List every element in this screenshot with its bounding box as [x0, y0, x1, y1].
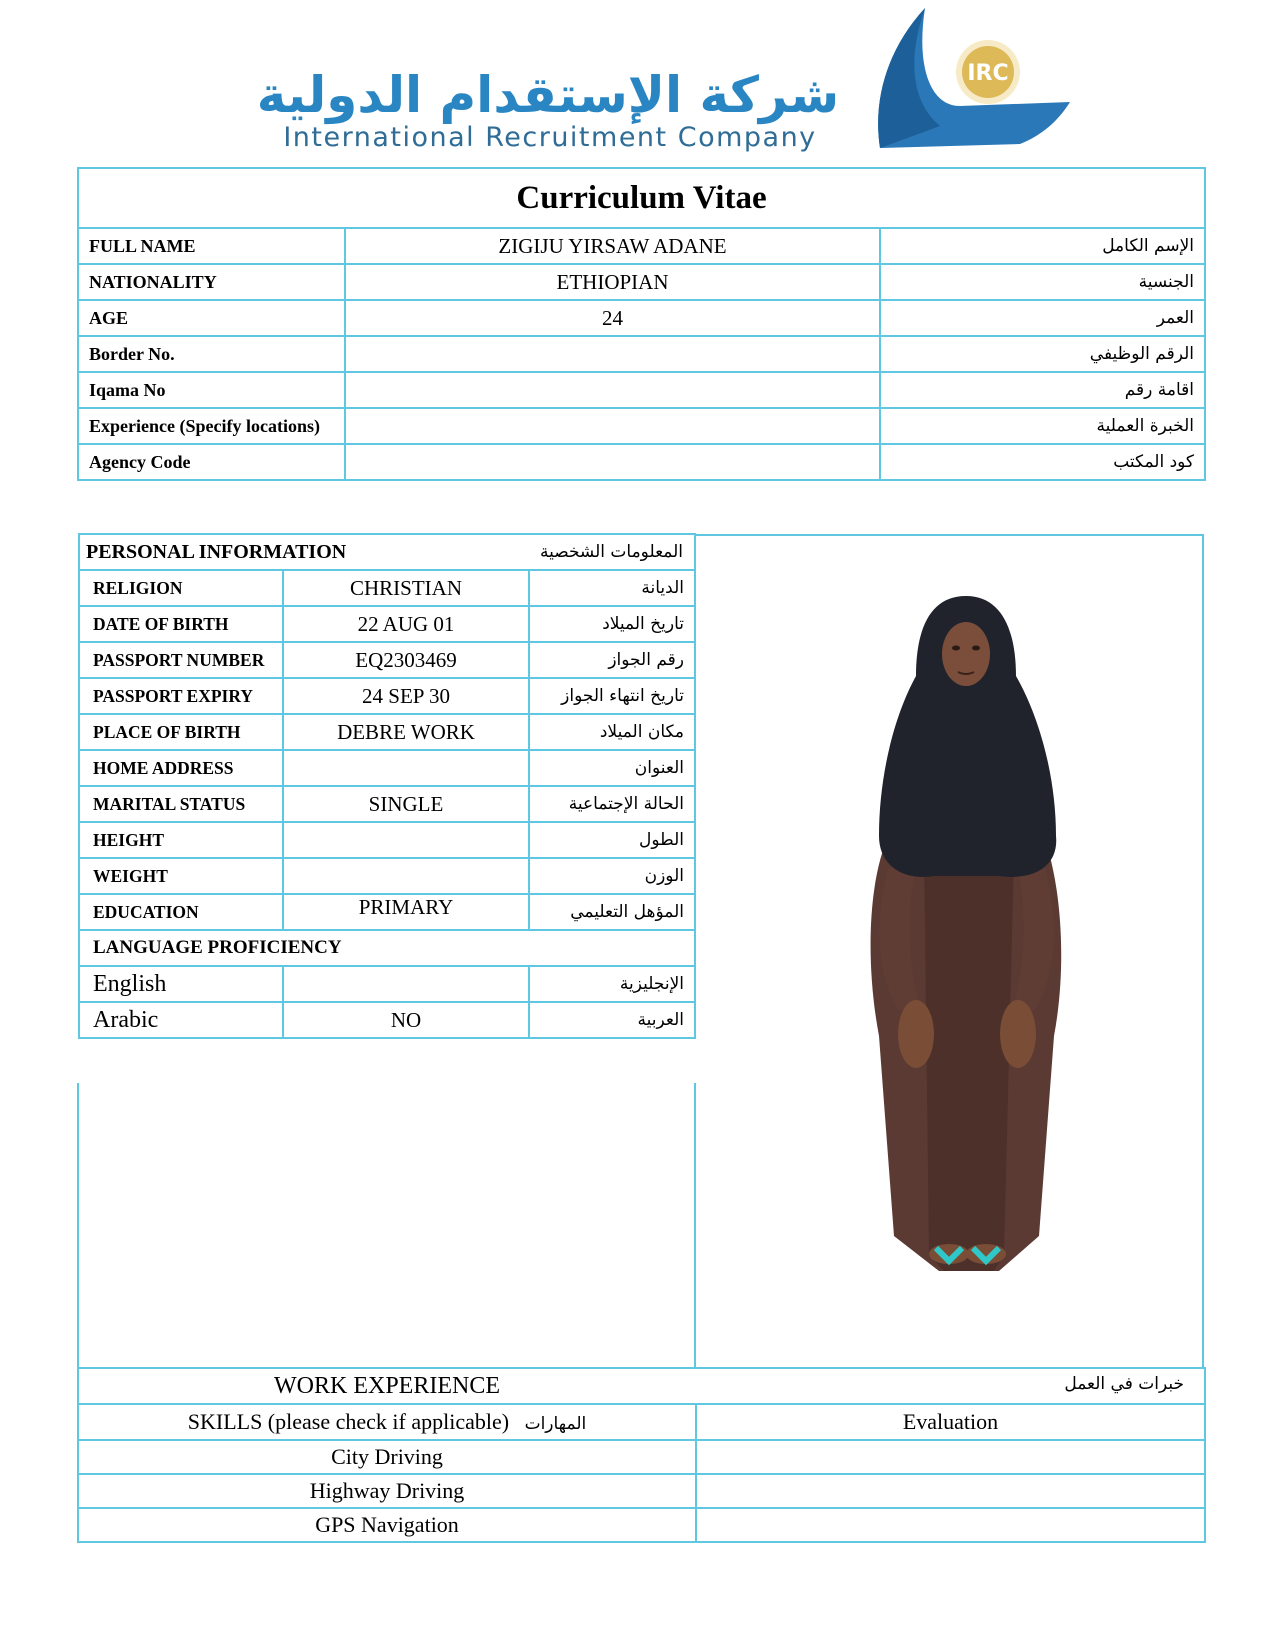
- personal-info-header: [79, 534, 695, 570]
- field-row-full-name: [78, 228, 1205, 264]
- field-label: PASSPORT NUMBER: [79, 642, 283, 678]
- empty-panel: [77, 1083, 696, 1369]
- language-row-english: [79, 966, 695, 1002]
- field-value: [345, 336, 880, 372]
- personal-info-heading: PERSONAL INFORMATION: [79, 534, 529, 570]
- field-label-arabic: العمر: [880, 300, 1205, 336]
- field-value: [283, 822, 529, 858]
- field-label-arabic: الحالة الإجتماعية: [529, 786, 695, 822]
- field-row-agency-code: [78, 444, 1205, 480]
- field-label-arabic: الديانة: [529, 570, 695, 606]
- field-value: [345, 408, 880, 444]
- field-label-arabic: تاريخ الميلاد: [529, 606, 695, 642]
- field-value: EQ2303469: [283, 642, 529, 678]
- field-value: PRIMARY: [283, 894, 529, 930]
- language-value: NO: [283, 1002, 529, 1038]
- skill-evaluation-cell[interactable]: [696, 1508, 1205, 1542]
- skill-name: GPS Navigation: [78, 1508, 696, 1542]
- cv-summary-table: [77, 167, 1206, 481]
- skill-evaluation-cell[interactable]: [696, 1474, 1205, 1508]
- field-label: Agency Code: [78, 444, 345, 480]
- skills-header-row: [78, 1404, 1205, 1440]
- company-logo-icon: [870, 6, 1080, 156]
- skill-row: [78, 1508, 1205, 1542]
- field-label-arabic: كود المكتب: [880, 444, 1205, 480]
- language-label-arabic: الإنجليزية: [529, 966, 695, 1002]
- field-value: [345, 444, 880, 480]
- skill-row: [78, 1474, 1205, 1508]
- field-label-arabic: العنوان: [529, 750, 695, 786]
- field-label: PASSPORT EXPIRY: [79, 678, 283, 714]
- field-label-arabic: اقامة رقم: [880, 372, 1205, 408]
- field-label: NATIONALITY: [78, 264, 345, 300]
- field-label-arabic: المؤهل التعليمي: [529, 894, 695, 930]
- evaluation-heading: Evaluation: [696, 1404, 1205, 1440]
- work-experience-heading-arabic: خبرات في العمل: [1064, 1374, 1184, 1394]
- work-experience-heading: WORK EXPERIENCE: [274, 1373, 500, 1399]
- field-row-weight: [79, 858, 695, 894]
- field-label-arabic: الطول: [529, 822, 695, 858]
- field-row-religion: [79, 570, 695, 606]
- field-value: 22 AUG 01: [283, 606, 529, 642]
- company-name-english: International Recruitment Company: [283, 122, 817, 153]
- language-row-arabic: [79, 1002, 695, 1038]
- field-value: SINGLE: [283, 786, 529, 822]
- language-proficiency-heading: LANGUAGE PROFICIENCY: [79, 930, 695, 966]
- field-label: HEIGHT: [79, 822, 283, 858]
- skills-heading-arabic: المهارات: [524, 1414, 587, 1434]
- personal-information-table: [78, 533, 696, 1039]
- field-row-experience: [78, 408, 1205, 444]
- field-value: [345, 372, 880, 408]
- field-label-arabic: تاريخ انتهاء الجواز: [529, 678, 695, 714]
- field-value: DEBRE WORK: [283, 714, 529, 750]
- field-row-home-address: [79, 750, 695, 786]
- field-row-education: [79, 894, 695, 930]
- field-row-passport-number: [79, 642, 695, 678]
- field-row-place-of-birth: [79, 714, 695, 750]
- language-label: Arabic: [79, 1002, 283, 1038]
- work-experience-cell: [78, 1368, 1205, 1404]
- company-name-arabic: شركة الإستقدام الدولية: [256, 66, 840, 124]
- field-label-arabic: الخبرة العملية: [880, 408, 1205, 444]
- language-proficiency-header: [79, 930, 695, 966]
- field-label: RELIGION: [79, 570, 283, 606]
- field-label: AGE: [78, 300, 345, 336]
- field-row-border-no: [78, 336, 1205, 372]
- language-value: [283, 966, 529, 1002]
- field-value: ETHIOPIAN: [345, 264, 880, 300]
- field-row-nationality: [78, 264, 1205, 300]
- field-value: ZIGIJU YIRSAW ADANE: [345, 228, 880, 264]
- field-row-date-of-birth: [79, 606, 695, 642]
- field-label: DATE OF BIRTH: [79, 606, 283, 642]
- field-row-age: [78, 300, 1205, 336]
- personal-info-heading-arabic: المعلومات الشخصية: [529, 534, 695, 570]
- skill-row: [78, 1440, 1205, 1474]
- skills-heading-cell: [78, 1404, 696, 1440]
- field-label-arabic: الإسم الكامل: [880, 228, 1205, 264]
- field-label: Border No.: [78, 336, 345, 372]
- field-label-arabic: الرقم الوظيفي: [880, 336, 1205, 372]
- field-label-arabic: مكان الميلاد: [529, 714, 695, 750]
- candidate-photo-frame: [694, 534, 1204, 1367]
- skills-heading: SKILLS (please check if applicable): [187, 1409, 510, 1434]
- field-value: [283, 750, 529, 786]
- language-label: English: [79, 966, 283, 1002]
- candidate-photo: [694, 536, 1202, 1367]
- field-label: Iqama No: [78, 372, 345, 408]
- skill-name: City Driving: [78, 1440, 696, 1474]
- field-label-arabic: الجنسية: [880, 264, 1205, 300]
- field-value: [283, 858, 529, 894]
- field-value: CHRISTIAN: [283, 570, 529, 606]
- field-label: HOME ADDRESS: [79, 750, 283, 786]
- field-label: FULL NAME: [78, 228, 345, 264]
- field-value: 24: [345, 300, 880, 336]
- field-label: MARITAL STATUS: [79, 786, 283, 822]
- field-value: 24 SEP 30: [283, 678, 529, 714]
- cv-title: Curriculum Vitae: [78, 168, 1205, 228]
- work-experience-table: [77, 1367, 1206, 1543]
- skill-name: Highway Driving: [78, 1474, 696, 1508]
- field-label: Experience (Specify locations): [78, 408, 345, 444]
- field-row-marital-status: [79, 786, 695, 822]
- field-label: PLACE OF BIRTH: [79, 714, 283, 750]
- work-experience-header: [78, 1368, 1205, 1404]
- field-label: WEIGHT: [79, 858, 283, 894]
- field-row-iqama-no: [78, 372, 1205, 408]
- logo-badge-text: IRC: [967, 61, 1009, 86]
- field-label-arabic: رقم الجواز: [529, 642, 695, 678]
- skill-evaluation-cell[interactable]: [696, 1440, 1205, 1474]
- field-label: EDUCATION: [79, 894, 283, 930]
- language-label-arabic: العربية: [529, 1002, 695, 1038]
- field-row-height: [79, 822, 695, 858]
- field-row-passport-expiry: [79, 678, 695, 714]
- field-label-arabic: الوزن: [529, 858, 695, 894]
